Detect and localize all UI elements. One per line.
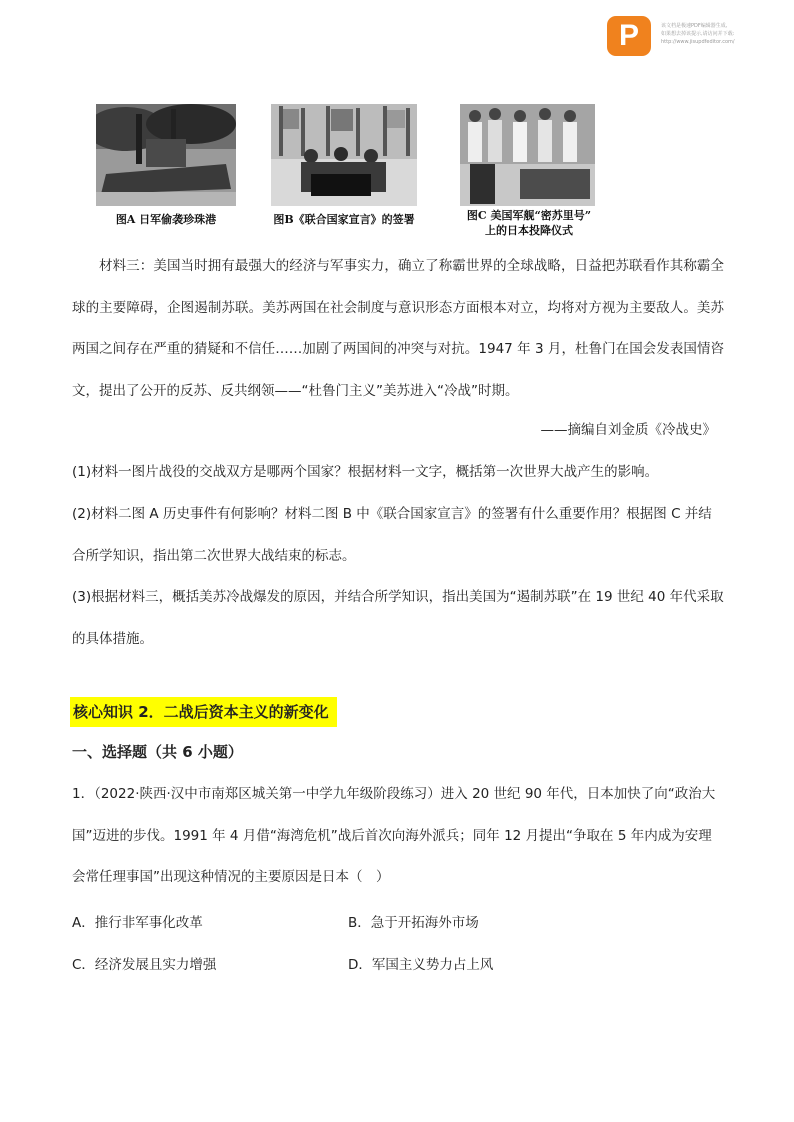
question-3: (3)根据材料三，概括美苏冷战爆发的原因，并结合所学知识，指出美国为“遏制苏联”在 19 世纪 40 年代采取的具体措施。: [72, 589, 724, 647]
question-1: (1)材料一图片战役的交战双方是哪两个国家？根据材料一文字，概括第一次世界大战产生的影响。: [72, 464, 659, 480]
watermark-note-line: http://www.jisupdfeditor.com/: [661, 39, 735, 45]
section-heading: 一、选择题（共 6 小题）: [72, 743, 243, 761]
material-three-source: ——摘编自刘金质《冷战史》: [540, 422, 716, 438]
logo-letter: P: [618, 19, 639, 52]
mcq-option-c[interactable]: C．经济发展且实力增强: [72, 957, 217, 973]
photo-pearl-harbor: [96, 104, 236, 206]
mcq-option-b[interactable]: B．急于开拓海外市场: [348, 915, 479, 931]
watermark-note-line: 如果想去掉该提示,请访问并下载:: [661, 31, 735, 37]
caption-figure-c: [450, 208, 608, 238]
section-badge: 核心知识 2．二战后资本主义的新变化: [70, 697, 337, 727]
question-2: (2)材料二图 A 历史事件有何影响？材料二图 B 中《联合国家宣言》的签署有什么重要作用？根据图 C 并结合所学知识，指出第二次世界大战结束的标志。: [72, 506, 712, 564]
mcq-option-d[interactable]: D．军国主义势力占上风: [348, 957, 494, 973]
caption-figure-c-line: 图C 美国军舰“密苏里号”: [466, 209, 592, 222]
caption-figure-c-line: 上的日本投降仪式: [485, 224, 573, 237]
watermark-note: [661, 22, 771, 46]
watermark-note-line: 该文档是极速PDF编辑器生成,: [661, 23, 728, 29]
caption-figure-b: 图B《联合国家宣言》的签署: [273, 213, 415, 226]
photo-surrender-ceremony: [460, 104, 595, 206]
mcq-option-a[interactable]: A．推行非军事化改革: [72, 915, 203, 931]
pdf-editor-logo: [607, 16, 651, 56]
photo-declaration-signing: [271, 104, 417, 206]
mcq-stem: 1．（2022·陕西·汉中市南郑区城关第一中学九年级阶段练习）进入 20 世纪 90 年代，日本加快了向“政治大国”迈进的步伐。1991 年 4 月借“海湾危机”战后首次向海外派兵；同年 12 月提出“争取在 5 年内成为安理会常任理事国”出现这种情况的主要原因是日本（ ）: [72, 786, 716, 885]
material-three-paragraph: 材料三：美国当时拥有最强大的经济与军事实力，确立了称霸世界的全球战略，日益把苏联看作其称霸全球的主要障碍，企图遏制苏联。美苏两国在社会制度与意识形态方面根本对立，均将对方视为主要敌人。美苏两国之间存在严重的猜疑和不信任……加剧了两国间的冲突与对抗。1947 年 3 月，杜鲁门在国会发表国情咨文，提出了公开的反苏、反共纲领——“杜鲁门主义”美苏进入“冷战”时期。: [72, 258, 724, 399]
caption-figure-a: 图A 日军偷袭珍珠港: [115, 213, 217, 226]
